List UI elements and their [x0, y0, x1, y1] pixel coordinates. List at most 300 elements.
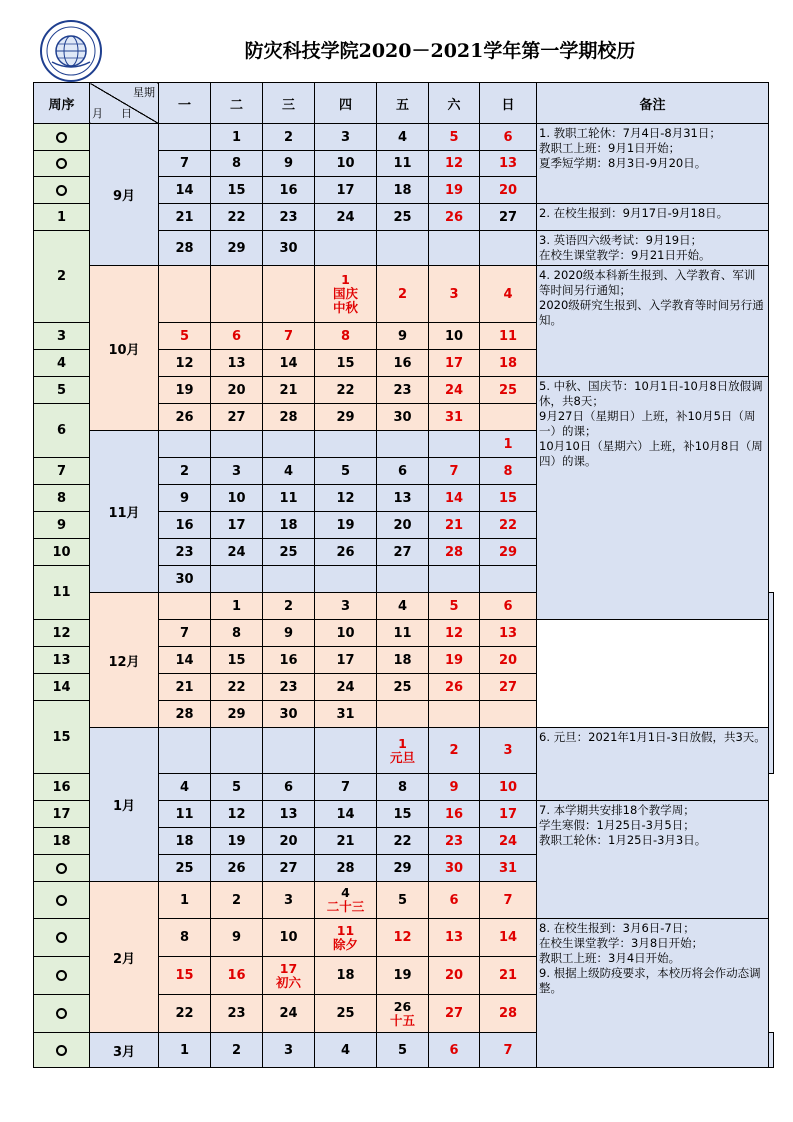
day-cell: 5	[377, 1033, 429, 1068]
day-cell: 29	[315, 404, 377, 431]
note-line: 2020级研究生报到、入学教育等时间另行通知。	[539, 298, 764, 327]
day-cell: 8	[480, 458, 537, 485]
day-cell: 3	[315, 593, 377, 620]
week-no-cell: 6	[34, 404, 90, 458]
day-cell: 9	[377, 323, 429, 350]
day-cell: 25	[480, 377, 537, 404]
day-cell: 2	[377, 266, 429, 323]
day-cell: 13	[429, 919, 480, 957]
day-cell: 5	[429, 124, 480, 151]
note-cell	[537, 124, 769, 204]
day-cell	[263, 431, 315, 458]
month-cell: 10月	[90, 266, 159, 431]
day-cell	[263, 266, 315, 323]
non-teaching-week-icon	[56, 1008, 67, 1019]
day-cell: 3	[315, 124, 377, 151]
day-cell: 28	[480, 995, 537, 1033]
day-cell: 13	[263, 801, 315, 828]
day-cell: 22	[480, 512, 537, 539]
day-cell: 3	[211, 458, 263, 485]
day-cell	[377, 231, 429, 266]
day-cell: 31	[315, 701, 377, 728]
day-cell: 11	[263, 485, 315, 512]
day-cell: 21	[429, 512, 480, 539]
day-cell: 10	[315, 620, 377, 647]
day-cell: 26	[429, 204, 480, 231]
day-cell: 16	[429, 801, 480, 828]
day-cell	[263, 728, 315, 774]
day-cell: 28	[159, 701, 211, 728]
day-cell: 24	[315, 204, 377, 231]
day-cell: 23	[263, 674, 315, 701]
day-cell	[315, 431, 377, 458]
day-cell: 5	[429, 593, 480, 620]
weekday-header: 二	[211, 83, 263, 124]
day-cell: 11	[377, 620, 429, 647]
day-cell: 18	[377, 647, 429, 674]
day-cell: 10	[480, 774, 537, 801]
week-no-cell: 3	[34, 323, 90, 350]
note-line: 1. 教职工轮休：7月4日-8月31日；	[539, 126, 721, 140]
day-cell: 7	[480, 882, 537, 919]
day-cell: 5	[315, 458, 377, 485]
day-cell: 15	[159, 957, 211, 995]
week-no-cell	[34, 882, 90, 919]
day-cell: 16	[159, 512, 211, 539]
day-cell: 19	[315, 512, 377, 539]
day-cell: 20	[263, 828, 315, 855]
day-cell: 14	[263, 350, 315, 377]
day-cell: 19	[211, 828, 263, 855]
day-cell: 25	[263, 539, 315, 566]
day-cell: 15	[480, 485, 537, 512]
week-no-cell: 2	[34, 231, 90, 323]
day-cell: 24	[263, 995, 315, 1033]
day-cell: 12	[429, 620, 480, 647]
day-cell: 17	[315, 647, 377, 674]
day-cell: 22	[315, 377, 377, 404]
weekday-header: 三	[263, 83, 315, 124]
day-cell	[159, 431, 211, 458]
day-cell: 1	[159, 882, 211, 919]
day-cell: 13	[480, 620, 537, 647]
day-cell: 18	[159, 828, 211, 855]
day-cell: 18	[263, 512, 315, 539]
day-cell: 14	[159, 177, 211, 204]
weekday-header: 六	[429, 83, 480, 124]
day-cell	[429, 431, 480, 458]
day-cell: 29	[480, 539, 537, 566]
note-line: 10月10日（星期六）上班，补10月8日（周四）的课。	[539, 439, 763, 468]
day-cell: 12	[377, 919, 429, 957]
day-cell: 3	[480, 728, 537, 774]
day-cell: 24	[429, 377, 480, 404]
day-cell: 7	[263, 323, 315, 350]
day-cell	[429, 231, 480, 266]
calendar-row	[34, 266, 774, 323]
day-cell: 25	[377, 204, 429, 231]
month-cell: 1月	[90, 728, 159, 882]
day-cell: 22	[211, 674, 263, 701]
day-cell: 2	[211, 882, 263, 919]
note-cell	[769, 1033, 774, 1068]
weekday-header: 五	[377, 83, 429, 124]
note-line: 5. 中秋、国庆节：10月1日-10月8日放假调休，共8天；	[539, 379, 763, 408]
day-cell: 31	[429, 404, 480, 431]
day-cell: 21	[480, 957, 537, 995]
page-title: 防灾科技学院2020－2021学年第一学期校历	[244, 40, 636, 62]
day-cell: 7	[159, 620, 211, 647]
note-line: 9月27日（星期日）上班，补10月5日（周一）的课；	[539, 409, 756, 438]
day-cell	[315, 266, 377, 323]
day-cell: 13	[480, 151, 537, 177]
day-cell	[377, 995, 429, 1033]
non-teaching-week-icon	[56, 932, 67, 943]
week-no-cell: 8	[34, 485, 90, 512]
day-cell	[480, 404, 537, 431]
calendar-row	[34, 124, 774, 151]
day-cell: 27	[480, 674, 537, 701]
day-cell	[211, 431, 263, 458]
non-teaching-week-icon	[56, 1045, 67, 1056]
day-cell	[263, 566, 315, 593]
diag-month-label: 月	[92, 107, 103, 120]
holiday-label: 除夕	[332, 936, 358, 952]
day-cell: 3	[429, 266, 480, 323]
day-cell: 18	[480, 350, 537, 377]
week-no-header: 周序	[34, 83, 90, 124]
day-cell: 10	[429, 323, 480, 350]
day-cell: 5	[211, 774, 263, 801]
day-cell: 29	[377, 855, 429, 882]
day-cell: 23	[377, 377, 429, 404]
day-cell: 6	[429, 882, 480, 919]
day-cell: 8	[211, 620, 263, 647]
note-cell	[537, 204, 769, 231]
day-number: 11	[336, 922, 355, 938]
note-cell	[537, 231, 769, 266]
day-cell	[377, 701, 429, 728]
day-cell: 16	[263, 177, 315, 204]
day-cell: 6	[263, 774, 315, 801]
note-line: 4. 2020级本科新生报到、入学教育、军训等时间另行通知；	[539, 268, 756, 297]
notes-header: 备注	[537, 83, 769, 124]
day-cell: 19	[429, 647, 480, 674]
day-cell	[429, 566, 480, 593]
day-number: 4	[341, 885, 350, 900]
weekday-header: 四	[315, 83, 377, 124]
note-cell	[537, 801, 769, 919]
day-cell: 27	[377, 539, 429, 566]
day-cell: 16	[211, 957, 263, 995]
note-line: 学生寒假：1月25日-3月5日；	[539, 818, 695, 832]
day-cell: 28	[159, 231, 211, 266]
calendar-row	[34, 728, 774, 774]
day-cell	[159, 728, 211, 774]
day-cell	[315, 882, 377, 919]
month-cell: 3月	[90, 1033, 159, 1068]
note-cell	[537, 377, 769, 620]
day-cell: 17	[480, 801, 537, 828]
day-cell: 17	[211, 512, 263, 539]
day-cell: 2	[159, 458, 211, 485]
day-cell: 1	[159, 1033, 211, 1068]
week-no-cell: 17	[34, 801, 90, 828]
note-line: 9. 根据上级防疫要求，本校历将会作动态调整。	[539, 966, 761, 995]
day-cell: 8	[377, 774, 429, 801]
day-cell: 15	[377, 801, 429, 828]
non-teaching-week-icon	[56, 132, 67, 143]
day-cell: 9	[263, 151, 315, 177]
school-logo-icon	[40, 20, 102, 82]
day-cell	[377, 728, 429, 774]
day-cell: 26	[159, 404, 211, 431]
day-cell: 27	[429, 995, 480, 1033]
day-cell: 20	[211, 377, 263, 404]
day-cell: 1	[211, 124, 263, 151]
day-cell: 24	[211, 539, 263, 566]
day-cell	[429, 701, 480, 728]
week-no-cell: 12	[34, 620, 90, 647]
day-cell: 18	[377, 177, 429, 204]
month-cell: 11月	[90, 431, 159, 593]
day-cell: 10	[263, 919, 315, 957]
day-cell: 30	[429, 855, 480, 882]
note-line: 教职工上班：3月4日开始。	[539, 951, 681, 965]
day-cell: 22	[159, 995, 211, 1033]
day-cell: 4	[480, 266, 537, 323]
week-no-cell	[34, 151, 90, 177]
day-cell: 12	[211, 801, 263, 828]
day-cell: 7	[429, 458, 480, 485]
day-cell	[480, 231, 537, 266]
day-cell: 25	[159, 855, 211, 882]
day-cell: 13	[211, 350, 263, 377]
day-cell: 8	[159, 919, 211, 957]
day-cell: 14	[159, 647, 211, 674]
day-cell	[159, 124, 211, 151]
day-cell: 1	[480, 431, 537, 458]
weekday-header: 一	[159, 83, 211, 124]
day-cell: 4	[315, 1033, 377, 1068]
day-cell: 19	[377, 957, 429, 995]
day-cell	[159, 266, 211, 323]
month-cell: 12月	[90, 593, 159, 728]
diag-weekday-label: 星期	[133, 86, 155, 99]
day-cell	[263, 957, 315, 995]
note-line: 6. 元旦：2021年1月1日-3日放假，共3天。	[539, 730, 766, 744]
week-no-cell: 5	[34, 377, 90, 404]
diag-day-label: 日	[121, 107, 132, 120]
day-cell	[315, 919, 377, 957]
day-cell: 30	[263, 231, 315, 266]
note-cell	[537, 728, 769, 801]
day-cell: 21	[159, 674, 211, 701]
day-cell: 1	[211, 593, 263, 620]
week-no-cell: 11	[34, 566, 90, 620]
day-cell	[315, 231, 377, 266]
week-no-cell	[34, 855, 90, 882]
day-cell: 3	[263, 882, 315, 919]
day-cell: 7	[159, 151, 211, 177]
day-cell: 7	[315, 774, 377, 801]
day-cell: 18	[315, 957, 377, 995]
day-cell	[377, 431, 429, 458]
day-cell: 20	[429, 957, 480, 995]
week-no-cell: 9	[34, 512, 90, 539]
non-teaching-week-icon	[56, 863, 67, 874]
day-cell: 25	[377, 674, 429, 701]
non-teaching-week-icon	[56, 970, 67, 981]
day-cell: 2	[429, 728, 480, 774]
day-cell	[211, 266, 263, 323]
non-teaching-week-icon	[56, 895, 67, 906]
day-cell: 4	[377, 593, 429, 620]
month-cell: 9月	[90, 124, 159, 266]
day-cell: 12	[159, 350, 211, 377]
day-number: 17	[279, 960, 298, 976]
day-cell	[159, 593, 211, 620]
day-cell: 27	[480, 204, 537, 231]
note-line: 教职工上班：9月1日开始；	[539, 141, 681, 155]
day-cell	[480, 701, 537, 728]
week-no-cell: 18	[34, 828, 90, 855]
day-cell: 11	[377, 151, 429, 177]
day-cell: 11	[159, 801, 211, 828]
day-cell: 26	[315, 539, 377, 566]
day-cell: 21	[159, 204, 211, 231]
week-no-cell: 1	[34, 204, 90, 231]
day-cell: 23	[211, 995, 263, 1033]
week-no-cell: 14	[34, 674, 90, 701]
day-number: 1	[398, 735, 407, 751]
day-cell: 2	[211, 1033, 263, 1068]
day-cell: 11	[480, 323, 537, 350]
day-cell: 5	[377, 882, 429, 919]
day-cell: 5	[159, 323, 211, 350]
week-no-cell: 4	[34, 350, 90, 377]
day-number: 1	[341, 272, 350, 287]
day-cell: 26	[429, 674, 480, 701]
day-cell: 29	[211, 701, 263, 728]
holiday-label: 国庆	[332, 286, 358, 301]
day-cell: 14	[429, 485, 480, 512]
note-line: 7. 本学期共安排18个教学周；	[539, 803, 695, 817]
note-line: 在校生课堂教学：3月8日开始；	[539, 936, 704, 950]
day-cell: 12	[315, 485, 377, 512]
lunar-label: 初六	[275, 974, 301, 990]
week-no-cell: 10	[34, 539, 90, 566]
day-cell: 2	[263, 593, 315, 620]
note-line: 教职工轮休：1月25日-3月3日。	[539, 833, 707, 847]
day-cell	[480, 566, 537, 593]
day-cell: 28	[315, 855, 377, 882]
day-cell: 23	[159, 539, 211, 566]
week-no-cell	[34, 919, 90, 957]
week-no-cell	[34, 124, 90, 151]
day-cell	[377, 566, 429, 593]
day-cell	[211, 728, 263, 774]
day-cell: 9	[429, 774, 480, 801]
day-cell	[315, 728, 377, 774]
day-cell: 15	[211, 177, 263, 204]
day-cell: 9	[263, 620, 315, 647]
week-no-cell	[34, 1033, 90, 1068]
note-line: 在校生课堂教学：9月21日开始。	[539, 248, 711, 262]
day-cell: 23	[429, 828, 480, 855]
week-no-cell	[34, 177, 90, 204]
day-cell: 9	[159, 485, 211, 512]
day-cell: 6	[480, 593, 537, 620]
day-cell: 7	[480, 1033, 537, 1068]
note-cell	[537, 919, 769, 1068]
day-cell: 21	[263, 377, 315, 404]
day-cell: 20	[480, 647, 537, 674]
day-cell: 28	[429, 539, 480, 566]
day-cell: 9	[211, 919, 263, 957]
day-cell	[315, 566, 377, 593]
day-cell: 6	[377, 458, 429, 485]
month-cell: 2月	[90, 882, 159, 1033]
day-cell: 30	[377, 404, 429, 431]
diagonal-header-cell	[90, 83, 159, 124]
day-cell: 27	[211, 404, 263, 431]
day-cell: 15	[315, 350, 377, 377]
day-cell: 10	[211, 485, 263, 512]
day-cell: 27	[263, 855, 315, 882]
day-cell: 3	[263, 1033, 315, 1068]
day-cell: 23	[263, 204, 315, 231]
day-cell: 24	[315, 674, 377, 701]
day-cell: 2	[263, 124, 315, 151]
note-line: 2. 在校生报到：9月17日-9月18日。	[539, 206, 729, 220]
day-cell: 22	[211, 204, 263, 231]
non-teaching-week-icon	[56, 158, 67, 169]
day-cell: 4	[159, 774, 211, 801]
day-cell: 6	[429, 1033, 480, 1068]
week-no-cell: 7	[34, 458, 90, 485]
day-cell: 31	[480, 855, 537, 882]
week-no-cell: 16	[34, 774, 90, 801]
day-cell: 30	[159, 566, 211, 593]
day-cell: 8	[211, 151, 263, 177]
week-no-cell: 15	[34, 701, 90, 774]
day-cell: 6	[211, 323, 263, 350]
day-cell: 29	[211, 231, 263, 266]
day-cell: 24	[480, 828, 537, 855]
day-cell: 13	[377, 485, 429, 512]
day-cell: 30	[263, 701, 315, 728]
week-no-cell: 13	[34, 647, 90, 674]
lunar-label: 二十三	[326, 899, 365, 914]
weekday-header: 日	[480, 83, 537, 124]
header-row	[34, 83, 774, 124]
note-line: 3. 英语四六级考试：9月19日；	[539, 233, 703, 247]
day-cell: 4	[263, 458, 315, 485]
day-cell: 17	[315, 177, 377, 204]
day-cell: 12	[429, 151, 480, 177]
school-calendar-table	[33, 82, 774, 1068]
note-line: 夏季短学期：8月3日-9月20日。	[539, 156, 707, 170]
day-cell: 14	[480, 919, 537, 957]
holiday-label: 中秋	[332, 300, 358, 315]
day-cell: 28	[263, 404, 315, 431]
day-cell: 22	[377, 828, 429, 855]
day-cell: 19	[159, 377, 211, 404]
day-cell: 16	[377, 350, 429, 377]
day-cell: 19	[429, 177, 480, 204]
note-cell	[769, 593, 774, 774]
